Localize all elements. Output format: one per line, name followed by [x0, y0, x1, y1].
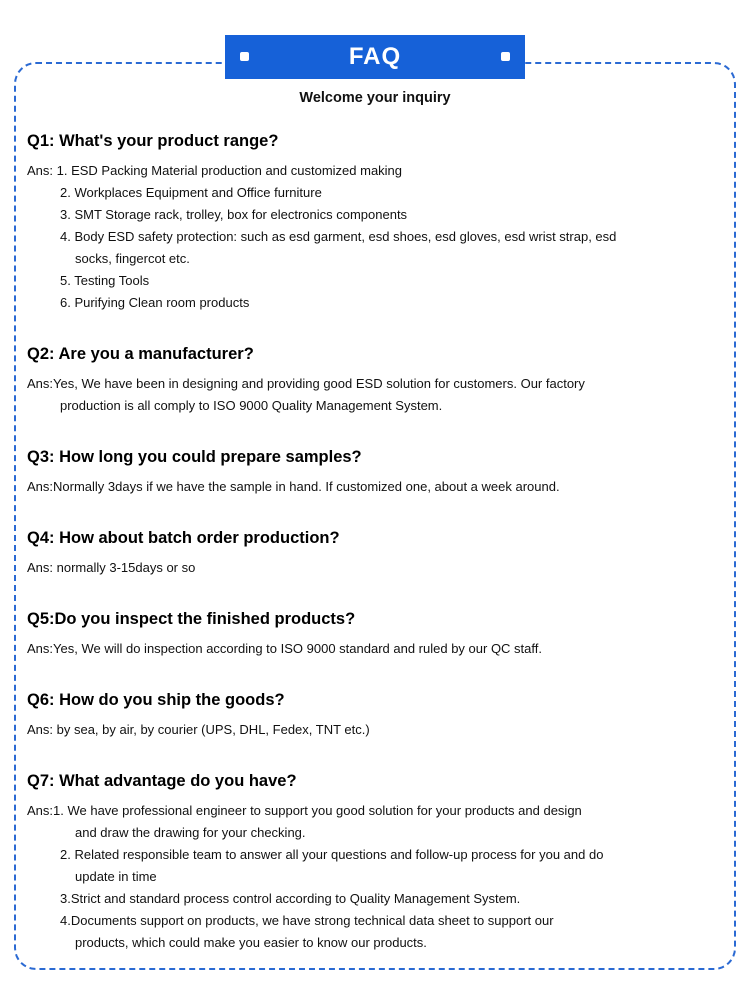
answer-line: 4. Body ESD safety protection: such as esd garment, esd shoes, esd gloves, esd wrist strap, esd [60, 229, 617, 244]
faq-section-q2 [27, 345, 720, 417]
faq-question: Q2: Are you a manufacturer? [27, 345, 254, 363]
faq-section-q5 [27, 610, 720, 660]
faq-banner [225, 35, 525, 79]
answer-line: products, which could make you easier to know our products. [75, 935, 427, 950]
answer-line: 3.Strict and standard process control according to Quality Management System. [60, 891, 521, 906]
answer-line: production is all comply to ISO 9000 Quality Management System. [60, 398, 443, 413]
answer-line: Ans:1. We have professional engineer to support you good solution for your products and design [27, 803, 582, 818]
faq-question: Q3: How long you could prepare samples? [27, 448, 362, 466]
faq-content [16, 132, 734, 954]
faq-question: Q6: How do you ship the goods? [27, 691, 285, 709]
faq-section-q6 [27, 691, 720, 741]
faq-section-q4 [27, 529, 720, 579]
faq-section-q7 [27, 772, 720, 954]
faq-section-q1 [27, 132, 720, 314]
answer-line: 2. Workplaces Equipment and Office furniture [60, 185, 322, 200]
answer-line: Ans:Normally 3days if we have the sample in hand. If customized one, about a week around. [27, 479, 560, 494]
banner-title: FAQ [348, 43, 402, 70]
faq-question: Q7: What advantage do you have? [27, 772, 297, 790]
answer-line: update in time [75, 869, 157, 884]
faq-question: Q4: How about batch order production? [27, 529, 340, 547]
answer-line: Ans: by sea, by air, by courier (UPS, DHL, Fedex, TNT etc.) [27, 722, 370, 737]
banner-right-square-icon [501, 52, 510, 61]
banner-left-square-icon [240, 52, 249, 61]
answer-line: 3. SMT Storage rack, trolley, box for electronics components [60, 207, 408, 222]
subtitle: Welcome your inquiry [299, 90, 451, 106]
faq-section-q3 [27, 448, 720, 498]
faq-question: Q5:Do you inspect the finished products? [27, 610, 356, 628]
answer-line: Ans:Yes, We have been in designing and providing good ESD solution for customers. Our factory [27, 376, 585, 391]
faq-question: Q1: What's your product range? [27, 132, 279, 150]
faq-panel [14, 62, 736, 970]
answer-line: 2. Related responsible team to answer all your questions and follow-up process for you and do [60, 847, 604, 862]
answer-line: 5. Testing Tools [60, 273, 150, 288]
answer-line: 6. Purifying Clean room products [60, 295, 250, 310]
answer-line: Ans: 1. ESD Packing Material production and customized making [27, 163, 403, 178]
answer-line: socks, fingercot etc. [75, 251, 190, 266]
answer-line: and draw the drawing for your checking. [75, 825, 306, 840]
answer-line: Ans: normally 3-15days or so [27, 560, 196, 575]
answer-line: Ans:Yes, We will do inspection according to ISO 9000 standard and ruled by our QC staff. [27, 641, 542, 656]
answer-line: 4.Documents support on products, we have strong technical data sheet to support our [60, 913, 554, 928]
